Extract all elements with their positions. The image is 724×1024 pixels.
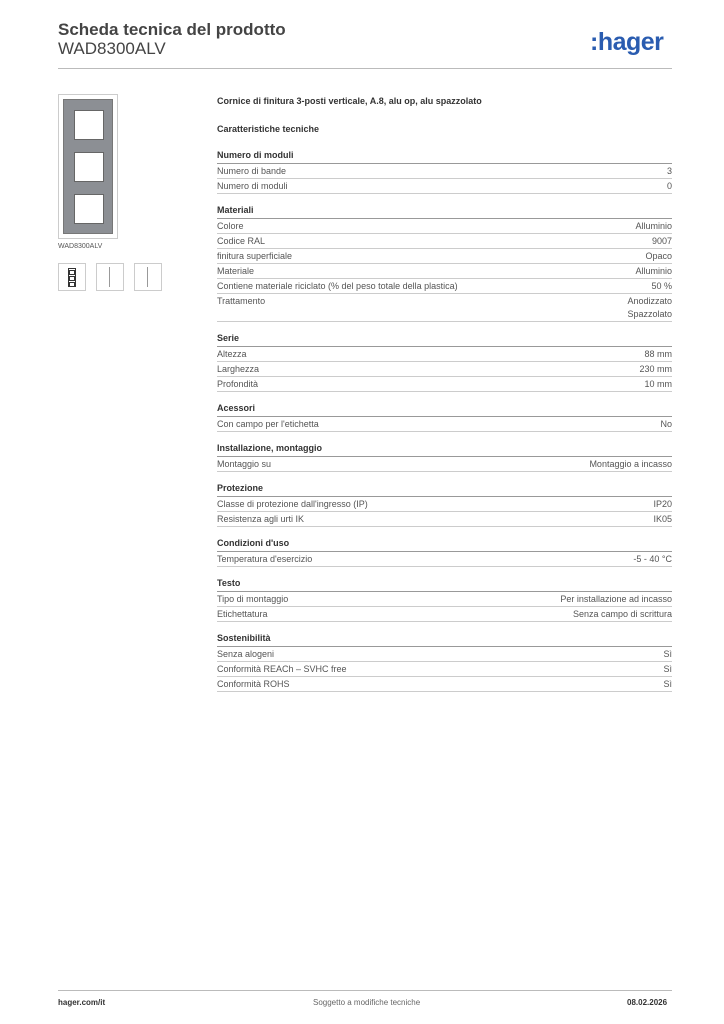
spec-value: No [660, 419, 672, 429]
spec-row [217, 179, 672, 194]
spec-value: IP20 [653, 499, 672, 509]
side-view-icon [109, 267, 110, 287]
spec-section [217, 333, 672, 392]
spec-row [217, 417, 672, 432]
product-headline: Cornice di finitura 3-posti verticale, A.8, alu op, alu spazzolato [217, 96, 482, 106]
frame-slot [74, 110, 104, 140]
spec-label: finitura superficiale [217, 251, 293, 261]
header-divider [58, 68, 672, 69]
footer-date: 08.02.2026 [627, 998, 668, 1007]
spec-row [217, 377, 672, 392]
section-title: Installazione, montaggio [217, 443, 672, 457]
product-image [58, 94, 118, 239]
spec-content [217, 96, 672, 703]
spec-label: Tipo di montaggio [217, 594, 289, 604]
section-title: Serie [217, 333, 672, 347]
spec-row [217, 512, 672, 527]
spec-row [217, 219, 672, 234]
spec-row [217, 457, 672, 472]
spec-value: IK05 [653, 514, 672, 524]
spec-section [217, 150, 672, 194]
spec-row [217, 552, 672, 567]
spec-value: Opaco [645, 251, 672, 261]
spec-value: Per installazione ad incasso [560, 594, 672, 604]
footer-website[interactable]: hager.com/it [58, 998, 106, 1007]
thumbnail-front[interactable] [58, 263, 86, 291]
spec-value: 50 % [651, 281, 672, 291]
spec-section [217, 403, 672, 432]
spec-value: 230 mm [639, 364, 672, 374]
three-module-icon [68, 268, 76, 287]
spec-label: Numero di moduli [217, 181, 288, 191]
spec-row [217, 234, 672, 249]
spec-value: Sì [663, 649, 672, 659]
spec-section [217, 578, 672, 622]
spec-label: Montaggio su [217, 459, 272, 469]
spec-row [217, 362, 672, 377]
page-title: Scheda tecnica del prodotto [58, 20, 286, 39]
spec-label: Trattamento [217, 296, 266, 306]
section-title: Numero di moduli [217, 150, 672, 164]
spec-value: -5 - 40 °C [633, 554, 672, 564]
spec-row [217, 592, 672, 607]
spec-value: 0 [666, 181, 672, 191]
spec-label: Larghezza [217, 364, 260, 374]
section-title: Sostenibilità [217, 633, 672, 647]
spec-label: Conformità REACh – SVHC free [217, 664, 347, 674]
spec-label: Senza alogeni [217, 649, 275, 659]
hager-logo[interactable]: :hager [590, 28, 664, 56]
spec-value: 3 [666, 166, 672, 176]
spec-section [217, 633, 672, 692]
spec-label: Colore [217, 221, 244, 231]
spec-row [217, 647, 672, 662]
spec-label: Materiale [217, 266, 255, 276]
spec-value: Alluminio [635, 266, 672, 276]
spec-label: Etichettatura [217, 609, 268, 619]
spec-sections [217, 150, 672, 692]
spec-section [217, 538, 672, 567]
spec-row [217, 662, 672, 677]
spec-value: 9007 [651, 236, 672, 246]
spec-label: Contiene materiale riciclato (% del peso totale della plastica) [217, 281, 458, 291]
spec-row [217, 677, 672, 692]
image-caption: WAD8300ALV [58, 243, 103, 250]
spec-label: Temperatura d'esercizio [217, 554, 313, 564]
spec-label: Con campo per l'etichetta [217, 419, 319, 429]
spec-row [217, 279, 672, 294]
spec-value: Sì [663, 679, 672, 689]
product-code: WAD8300ALV [58, 39, 166, 58]
tech-characteristics-heading: Caratteristiche tecniche [217, 124, 320, 134]
frame-slot [74, 152, 104, 182]
thumbnail-side[interactable] [96, 263, 124, 291]
spec-value: Alluminio [635, 221, 672, 231]
spec-section [217, 205, 672, 322]
spec-label: Numero di bande [217, 166, 287, 176]
spec-value: 10 mm [644, 379, 672, 389]
spec-label: Conformità ROHS [217, 679, 290, 689]
spec-row [217, 264, 672, 279]
section-title: Protezione [217, 483, 672, 497]
spec-row [217, 347, 672, 362]
footer-divider [58, 990, 672, 991]
thumbnail-back[interactable] [134, 263, 162, 291]
spec-label: Profondità [217, 379, 259, 389]
side-view-icon [147, 267, 148, 287]
spec-value: Montaggio a incasso [589, 459, 672, 469]
spec-label: Resistenza agli urti IK [217, 514, 305, 524]
frame-image [63, 99, 113, 234]
section-title: Acessori [217, 403, 672, 417]
section-title: Materiali [217, 205, 672, 219]
section-title: Condizioni d'uso [217, 538, 672, 552]
spec-label: Codice RAL [217, 236, 266, 246]
section-title: Testo [217, 578, 672, 592]
frame-slot [74, 194, 104, 224]
spec-section [217, 483, 672, 527]
spec-value: 88 mm [644, 349, 672, 359]
spec-row [217, 607, 672, 622]
footer-note: Soggetto a modifiche tecniche [313, 998, 421, 1007]
spec-value: Senza campo di scrittura [572, 609, 672, 619]
spec-value: Anodizzato Spazzolato [627, 296, 672, 319]
spec-row [217, 497, 672, 512]
spec-row [217, 249, 672, 264]
spec-section [217, 443, 672, 472]
spec-row [217, 294, 672, 322]
spec-value: Sì [663, 664, 672, 674]
spec-label: Classe di protezione dall'ingresso (IP) [217, 499, 368, 509]
spec-label: Altezza [217, 349, 247, 359]
spec-row [217, 164, 672, 179]
